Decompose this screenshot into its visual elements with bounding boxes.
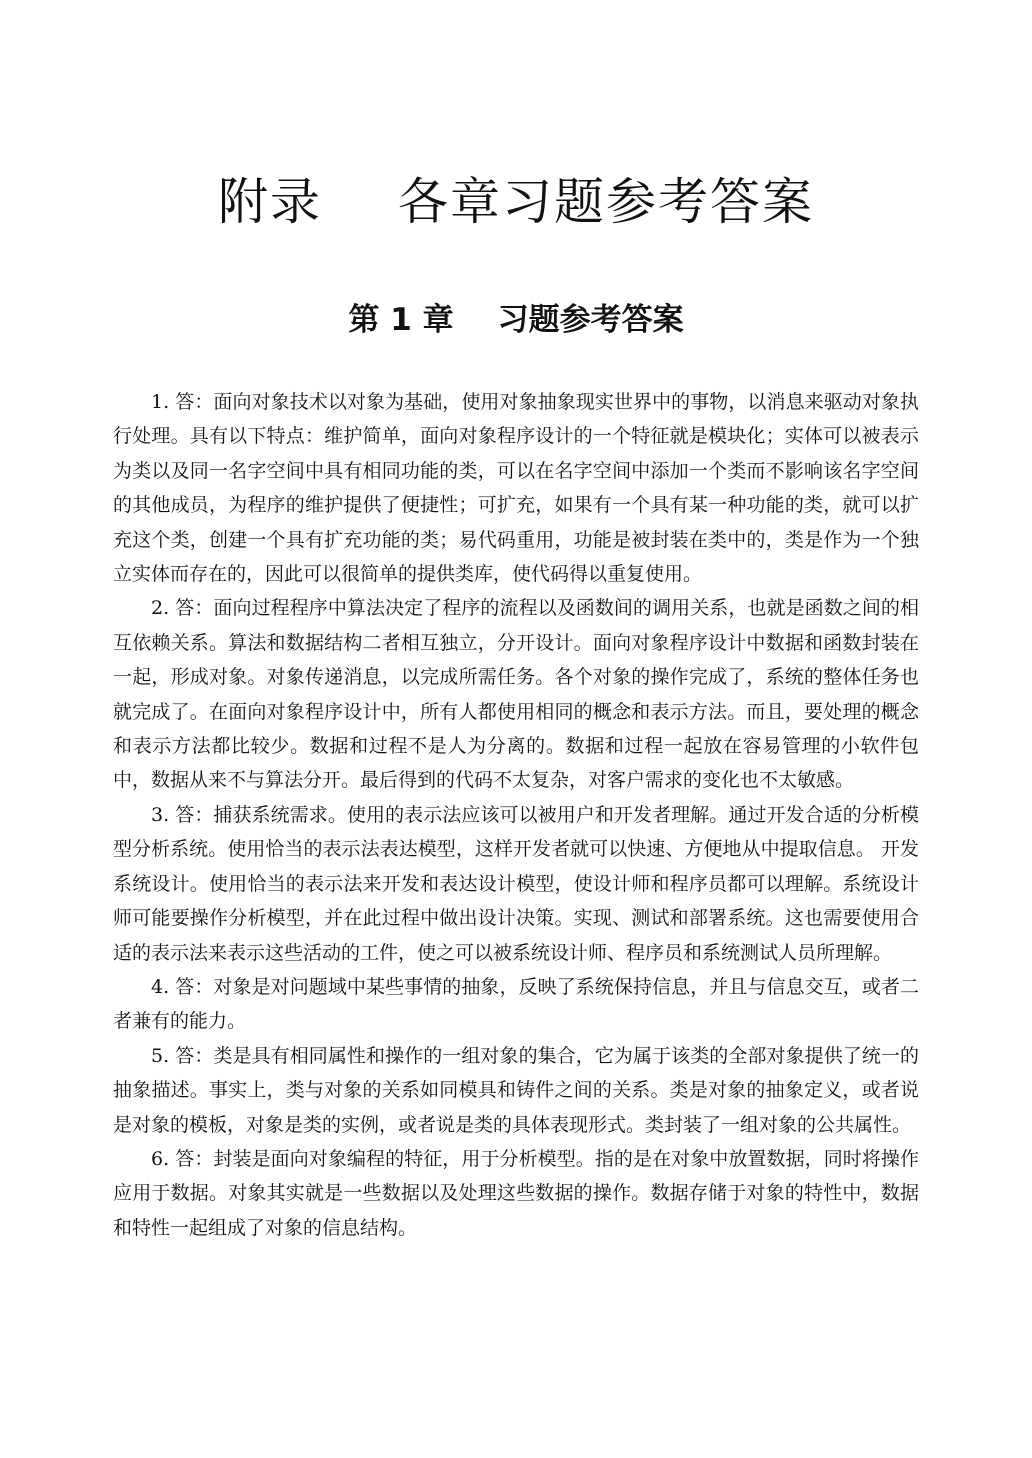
answer-number: 2.: [151, 597, 170, 620]
appendix-title-text: 各章习题参考答案: [398, 173, 814, 231]
answer-number: 3.: [151, 803, 170, 826]
answer-paragraph: [113, 1142, 919, 1245]
answer-text: 面向过程程序中算法决定了程序的流程以及函数间的调用关系，也就是函数之间的相互依赖关系。算法和数据结构二者相互独立，分开设计。面向对象程序设计中数据和函数封装在一起，形成对象。对象传递消息，以完成所需任务。各个对象的操作完成了，系统的整体任务也就完成了。在面向对象程序设计中，所有人都使用相同的概念和表示方法。而且，要处理的概念和表示方法都比较少。数据和过程不是人为分离的。数据和过程一起放在容易管理的小软件包中，数据从来不与算法分开。最后得到的代码不太复杂，对客户需求的变化也不太敏感。: [113, 597, 919, 792]
chapter-title: [0, 298, 1032, 342]
answer-prefix: 答：: [175, 803, 214, 826]
appendix-label: 附录: [218, 173, 322, 231]
answer-paragraph: [113, 591, 919, 797]
answer-paragraph: [113, 970, 919, 1039]
answers-body: [113, 385, 919, 1245]
answer-prefix: 答：: [175, 1044, 214, 1067]
answer-number: 6.: [151, 1147, 170, 1170]
answer-text: 面向对象技术以对象为基础，使用对象抽象现实世界中的事物，以消息来驱动对象执行处理。具有以下特点：维护简单，面向对象程序设计的一个特征就是模块化；实体可以被表示为类以及同一名字空间中具有相同功能的类，可以在名字空间中添加一个类而不影响该名字空间的其他成员，为程序的维护提供了便捷性；可扩充，如果有一个具有某一种功能的类，就可以扩充这个类，创建一个具有扩充功能的类；易代码重用，功能是被封装在类中的，类是作为一个独立实体而存在的，因此可以很简单的提供类库，使代码得以重复使用。: [113, 391, 919, 586]
answer-text: 封装是面向对象编程的特征，用于分析模型。指的是在对象中放置数据，同时将操作应用于数据。对象其实就是一些数据以及处理这些数据的操作。数据存储于对象的特性中，数据和特性一起组成了对象的信息结构。: [113, 1147, 919, 1239]
chapter-title-text: 习题参考答案: [497, 302, 684, 338]
answer-paragraph: [113, 1039, 919, 1142]
answer-prefix: 答：: [175, 391, 214, 413]
answer-prefix: 答：: [175, 975, 214, 998]
answer-paragraph: [113, 385, 919, 591]
answer-text: 捕获系统需求。使用的表示法应该可以被用户和开发者理解。通过开发合适的分析模型分析系统。使用恰当的表示法表达模型，这样开发者就可以快速、方便地从中提取信息。 开发系统设计。使用恰当的表示法来开发和表达设计模型，使设计师和程序员都可以理解。系统设计师可能要操作分析模型，并在此过程中做出设计决策。实现、测试和部署系统。这也需要使用合适的表示法来表示这些活动的工件，使之可以被系统设计师、程序员和系统测试人员所理解。: [113, 803, 919, 964]
answer-number: 4.: [151, 975, 170, 998]
chapter-label: 第 1 章: [348, 302, 454, 338]
answer-number: 5.: [151, 1044, 170, 1067]
answer-number: 1.: [151, 391, 170, 413]
answer-prefix: 答：: [175, 1147, 214, 1170]
appendix-title: [0, 170, 1032, 234]
answer-prefix: 答：: [175, 597, 214, 620]
answer-paragraph: [113, 798, 919, 970]
answer-text: 对象是对问题域中某些事情的抽象，反映了系统保持信息，并且与信息交互，或者二者兼有的能力。: [113, 975, 919, 1033]
answer-text: 类是具有相同属性和操作的一组对象的集合，它为属于该类的全部对象提供了统一的抽象描述。事实上，类与对象的关系如同模具和铸件之间的关系。类是对象的抽象定义，或者说是对象的模板，对象是类的实例，或者说是类的具体表现形式。类封装了一组对象的公共属性。: [113, 1044, 919, 1136]
